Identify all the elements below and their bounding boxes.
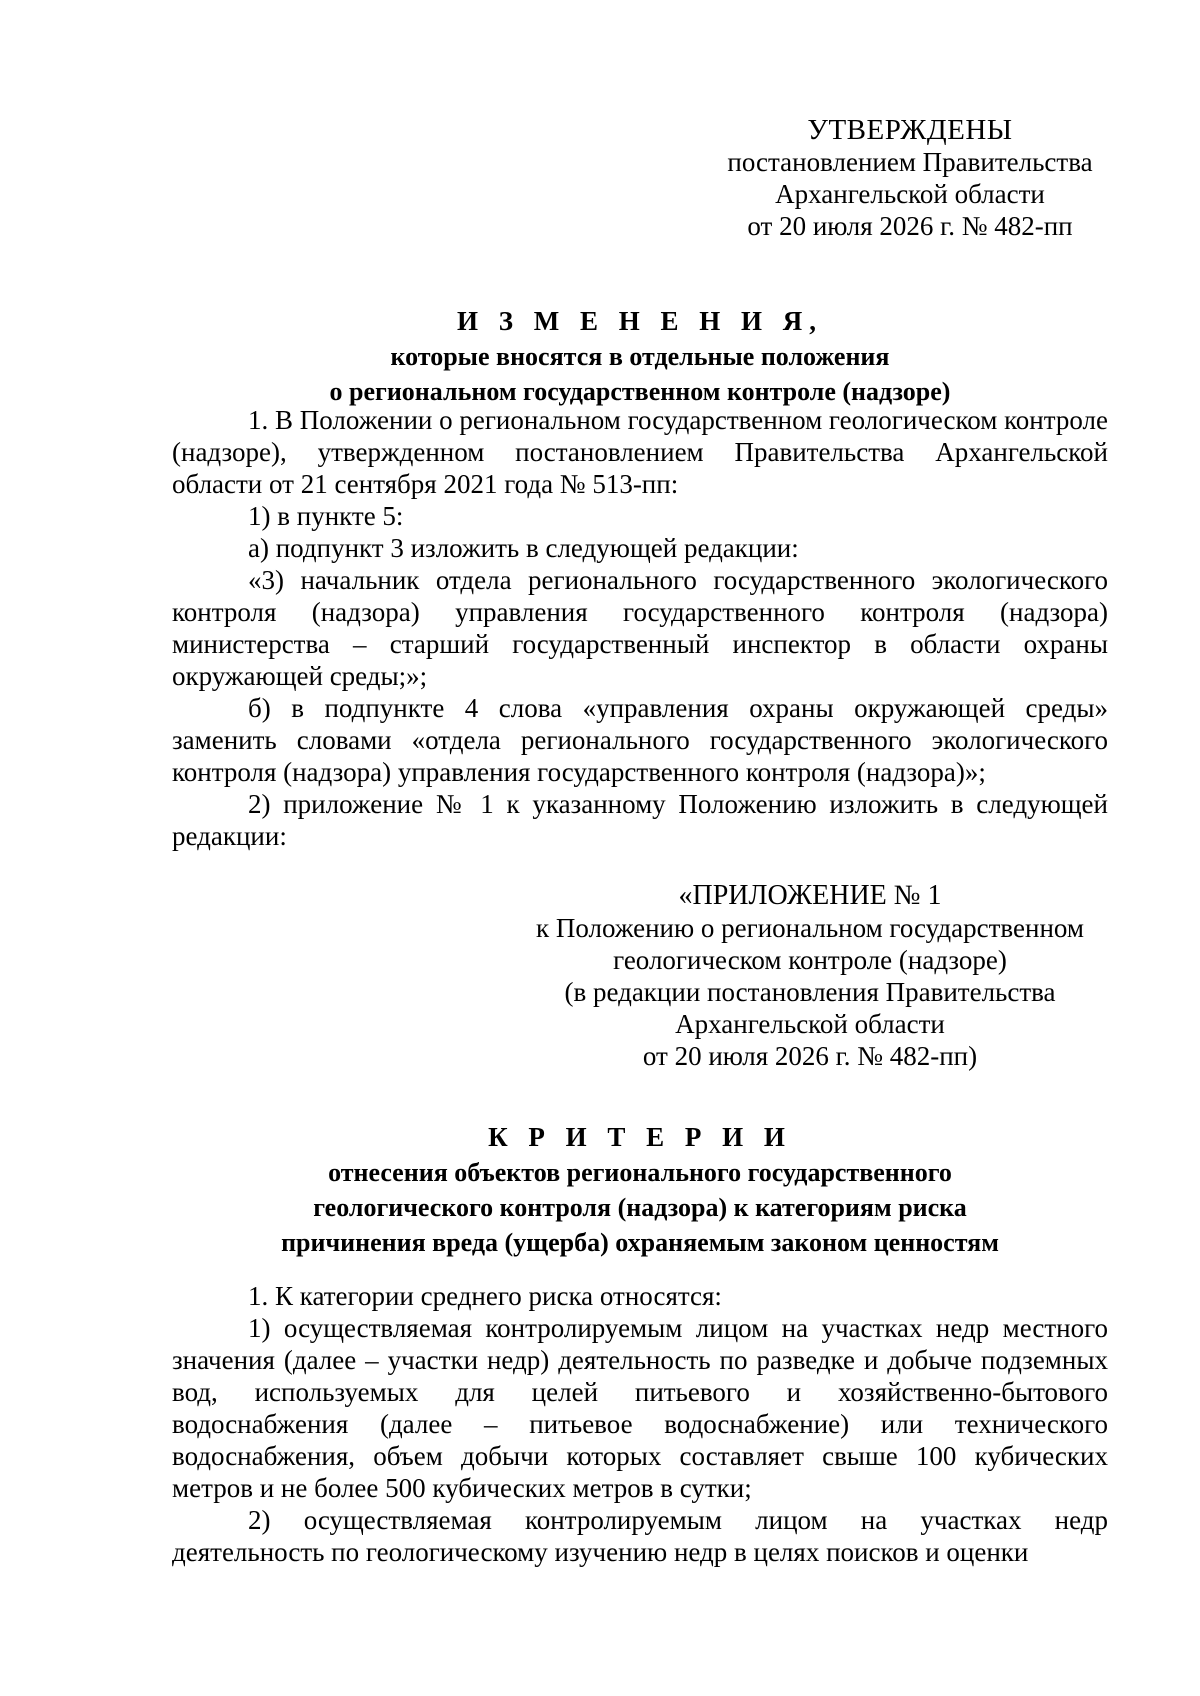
amendments-body bbox=[172, 404, 1108, 852]
criteria-heading: К Р И Т Е Р И И bbox=[488, 1122, 792, 1152]
criteria-body bbox=[172, 1280, 1108, 1568]
paragraph: 2) приложение № 1 к указанному Положению изложить в следующей редакции: bbox=[172, 789, 1108, 851]
criteria-line: геологического контроля (надзора) к категориям риска bbox=[313, 1193, 967, 1222]
paragraph: 1. К категории среднего риска относятся: bbox=[248, 1281, 722, 1311]
paragraph: а) подпункт 3 изложить в следующей редакции: bbox=[248, 533, 799, 563]
appendix-line: к Положению о региональном государственном bbox=[536, 913, 1084, 943]
approval-date-line: от 20 июля 2026 г. № 482-пп bbox=[747, 211, 1073, 241]
appendix-line: (в редакции постановления Правительства bbox=[564, 977, 1056, 1007]
appendix-header bbox=[510, 880, 1110, 1072]
approval-heading: УТВЕРЖДЕНЫ bbox=[807, 114, 1013, 146]
paragraph: «3) начальник отдела регионального государственного экологического контроля (надзора) управления государственного контроля (надзора) министерства – старший государственный инспектор в области охраны окружающей среды;»; bbox=[172, 565, 1108, 691]
appendix-heading: «ПРИЛОЖЕНИЕ № 1 bbox=[678, 880, 942, 911]
paragraph: 2) осуществляемая контролируемым лицом на участках недр деятельность по геологическому изучению недр в целях поисков и оценки bbox=[172, 1505, 1108, 1567]
approval-line: Архангельской области bbox=[775, 179, 1045, 209]
appendix-line: геологическом контроле (надзоре) bbox=[613, 945, 1007, 975]
paragraph: 1) в пункте 5: bbox=[248, 501, 404, 531]
approval-stamp bbox=[700, 114, 1120, 242]
criteria-line: причинения вреда (ущерба) охраняемым законом ценностям bbox=[281, 1228, 999, 1257]
title-heading: И З М Е Н Е Н И Я, bbox=[456, 306, 823, 336]
paragraph: б) в подпункте 4 слова «управления охраны окружающей среды» заменить словами «отдела регионального государственного экологического контроля (надзора) управления государственного контроля (надзора)»; bbox=[172, 693, 1108, 787]
title-line: о региональном государственном контроле (надзоре) bbox=[329, 377, 951, 406]
appendix-date-line: от 20 июля 2026 г. № 482-пп) bbox=[642, 1041, 978, 1071]
approval-line: постановлением Правительства bbox=[727, 147, 1093, 177]
criteria-line: отнесения объектов регионального государственного bbox=[328, 1158, 952, 1187]
criteria-title bbox=[200, 1120, 1080, 1260]
document-title bbox=[170, 304, 1110, 409]
title-line: которые вносятся в отдельные положения bbox=[390, 342, 890, 371]
appendix-line: Архангельской области bbox=[675, 1009, 945, 1039]
paragraph: 1) осуществляемая контролируемым лицом на участках недр местного значения (далее – участки недр) деятельность по разведке и добыче подземных вод, используемых для целей питьевого и хозяйственно-бытового водоснабжения (далее – питьевое водоснабжение) или технического водоснабжения, объем добычи которых составляет свыше 100 кубических метров и не более 500 кубических метров в сутки; bbox=[172, 1313, 1108, 1503]
paragraph: 1. В Положении о региональном государственном геологическом контроле (надзоре), утвержденном постановлением Правительства Архангельской области от 21 сентября 2021 года № 513-пп: bbox=[172, 405, 1108, 499]
